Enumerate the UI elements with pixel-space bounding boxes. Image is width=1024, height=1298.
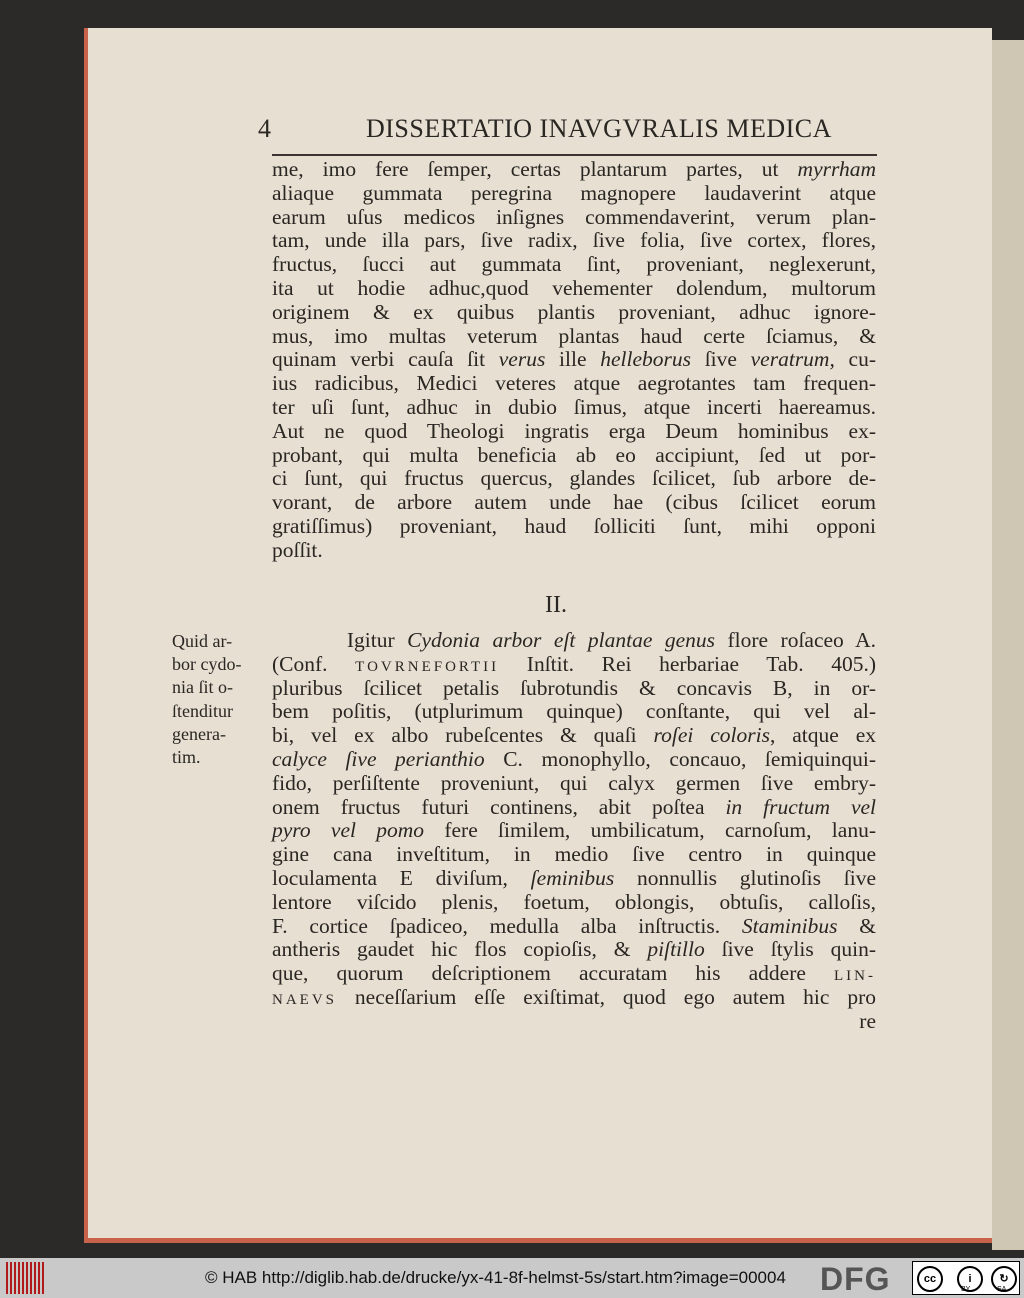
text-line xyxy=(272,796,876,820)
running-title: DISSERTATIO INAVGVRALIS MEDICA xyxy=(366,114,832,143)
text-segment: pluribus ſcilicet petalis ſubrotundis & concavis B, in or- xyxy=(272,675,876,700)
text-line xyxy=(272,867,876,891)
text-line xyxy=(272,629,876,653)
italic-text: veratrum, xyxy=(750,347,835,372)
text-line xyxy=(272,515,876,539)
italic-text: in fructum vel xyxy=(725,794,877,819)
text-line xyxy=(272,938,876,962)
text-segment: cu- xyxy=(834,347,876,372)
italic-text: calyce ſive perianthio xyxy=(272,746,485,771)
text-segment: & xyxy=(837,913,876,938)
text-segment: (Conf. xyxy=(272,651,356,676)
margin-note-line: Quid ar- xyxy=(172,631,233,651)
italic-text: helleborus xyxy=(600,347,691,372)
text-line xyxy=(272,396,876,420)
italic-text: verus xyxy=(498,347,546,372)
margin-note-line: tim. xyxy=(172,747,201,768)
italic-text: Staminibus xyxy=(741,913,838,938)
italic-text: myrrham xyxy=(797,157,876,181)
text-line xyxy=(272,915,876,939)
text-line xyxy=(272,962,876,986)
body-text-block-2 xyxy=(272,629,876,1034)
text-segment: ſive xyxy=(690,347,751,372)
text-segment: onem fructus futuri continens, abit poſtea xyxy=(272,794,726,819)
text-line xyxy=(272,229,876,253)
text-line xyxy=(272,819,876,843)
text-line xyxy=(272,206,876,230)
text-segment: ita ut hodie adhuc,quod vehementer dolendum, multorum xyxy=(272,275,876,300)
text-line xyxy=(272,677,876,701)
cc-icon: cc xyxy=(917,1266,943,1292)
text-segment: C. monophyllo, concauo, ſemiquinqui- xyxy=(484,746,876,771)
smallcaps-text: LIN- xyxy=(834,968,876,985)
margin-note-line: ſtenditur xyxy=(172,700,233,721)
text-line xyxy=(272,748,876,772)
adjacent-page-edge xyxy=(992,40,1024,1250)
text-line xyxy=(272,491,876,515)
text-segment: Igitur xyxy=(272,628,408,652)
text-segment: Aut ne quod Theologi ingratis erga Deum hominibus ex- xyxy=(272,418,876,443)
hab-logo-icon xyxy=(6,1262,46,1294)
text-segment: vorant, de arbore autem unde hae (cibus ſcilicet eorum xyxy=(272,490,876,515)
body-text-block-1 xyxy=(272,158,876,563)
sa-label: SA xyxy=(997,1286,1007,1293)
text-line xyxy=(272,348,876,372)
text-segment: mus, imo multas veterum plantas haud certe ſciamus, & xyxy=(272,323,876,348)
italic-text: roſei coloris xyxy=(653,723,770,748)
text-line xyxy=(272,444,876,468)
text-segment: me, imo fere ſemper, certas plantarum partes, ut xyxy=(272,157,798,181)
text-segment: aliaque gummata peregrina magnopere laudaverint atque xyxy=(272,180,876,205)
text-line xyxy=(272,539,876,563)
text-segment: ſive ſtylis quin- xyxy=(704,937,877,962)
text-segment: gine cana inveſtitum, in medio ſive centro in quinque xyxy=(272,842,876,867)
text-segment: fido, perſiſtente proveniunt, qui calyx germen ſive embry- xyxy=(272,770,876,795)
footer-bar xyxy=(0,1258,1024,1298)
text-line xyxy=(272,253,876,277)
text-segment: F. cortice ſpadiceo, medulla alba inſtructis. xyxy=(272,913,742,938)
text-segment: nonnullis glutinoſis ſive xyxy=(614,865,876,890)
text-segment: ille xyxy=(545,347,601,372)
cc-license-badge[interactable] xyxy=(912,1261,1020,1295)
italic-text: pyro vel pomo xyxy=(272,818,425,843)
text-line xyxy=(272,700,876,724)
text-segment: bem poſitis, (utplurimum quinque) conſtante, qui vel al- xyxy=(272,699,876,724)
text-segment: , atque ex xyxy=(769,723,876,748)
text-line xyxy=(272,843,876,867)
margin-note-line: bor cydo- xyxy=(172,654,242,675)
margin-note xyxy=(172,630,272,769)
sa-icon: ↻ xyxy=(991,1266,1017,1292)
smallcaps-text: TOVRNEFORTII xyxy=(355,658,500,675)
text-line xyxy=(272,301,876,325)
text-line xyxy=(272,653,876,677)
source-link[interactable]: © HAB http://diglib.hab.de/drucke/yx-41-8f-helmst-5s/start.htm?image=00004 xyxy=(205,1268,786,1287)
text-line xyxy=(272,1010,876,1034)
text-line xyxy=(272,420,876,444)
text-segment: tam, unde illa pars, ſive radix, ſive folia, ſive cortex, flores, xyxy=(272,228,876,253)
text-line xyxy=(272,325,876,349)
italic-text: ſeminibus xyxy=(530,865,615,890)
text-segment: probant, qui multa beneficia ab eo accipiunt, ſed ut por- xyxy=(272,442,876,467)
text-segment: fructus, ſucci aut gummata ſint, proveniant, neglexerunt, xyxy=(272,252,876,277)
text-segment: bi, vel ex albo rubeſcentes & quaſi xyxy=(272,723,654,748)
text-segment: lentore viſcido plenis, foetum, oblongis, obtuſis, calloſis, xyxy=(272,889,876,914)
text-segment: earum uſus medicos inſignes commendaverint, verum plan- xyxy=(272,204,876,229)
text-segment: poſſit. xyxy=(272,537,323,562)
text-segment: ius radicibus, Medici veteres atque aegrotantes tam frequen- xyxy=(272,371,876,396)
page-number: 4 xyxy=(258,114,272,143)
text-segment: fere ſimilem, umbilicatum, carnoſum, lanu- xyxy=(424,818,876,843)
text-segment: neceſſarium eſſe exiſtimat, quod ego autem hic pro xyxy=(337,984,876,1009)
text-line xyxy=(272,277,876,301)
text-segment: quinam verbi cauſa ſit xyxy=(272,347,499,372)
text-segment: Inſtit. Rei herbariae Tab. 405.) xyxy=(499,651,876,676)
margin-note-line: genera- xyxy=(172,723,226,744)
text-segment: flore roſaceo A. xyxy=(715,628,876,652)
italic-text: piſtillo xyxy=(647,937,705,962)
text-line xyxy=(272,986,876,1010)
margin-note-line: nia ſit o- xyxy=(172,677,233,698)
text-segment: gratiſſimus) proveniant, haud ſolliciti ſunt, mihi opponi xyxy=(272,513,876,538)
text-segment: originem & ex quibus plantis proveniant, adhuc ignore- xyxy=(272,299,876,324)
by-label: BY xyxy=(961,1286,971,1293)
by-icon: i xyxy=(957,1266,983,1292)
dfg-logo: DFG xyxy=(820,1261,891,1297)
text-segment: loculamenta E diviſum, xyxy=(272,865,531,890)
section-heading: II. xyxy=(545,592,567,618)
text-line xyxy=(272,467,876,491)
text-line xyxy=(272,891,876,915)
text-segment: re xyxy=(859,1008,876,1033)
text-line xyxy=(272,724,876,748)
smallcaps-text: NAEVS xyxy=(272,991,338,1008)
header-rule xyxy=(272,154,877,156)
text-line xyxy=(272,772,876,796)
italic-text: Cydonia arbor eſt plantae genus xyxy=(407,628,715,652)
text-line xyxy=(272,372,876,396)
text-line xyxy=(272,158,876,182)
text-segment: ci ſunt, qui fructus quercus, glandes ſcilicet, ſub arbore de- xyxy=(272,466,876,491)
text-segment: ter uſi ſunt, adhuc in dubio ſimus, atque incerti haereamus. xyxy=(272,394,876,419)
text-segment: antheris gaudet hic flos copioſis, & xyxy=(272,937,648,962)
text-segment: que, quorum deſcriptionem accuratam his addere xyxy=(272,961,834,986)
text-line xyxy=(272,182,876,206)
